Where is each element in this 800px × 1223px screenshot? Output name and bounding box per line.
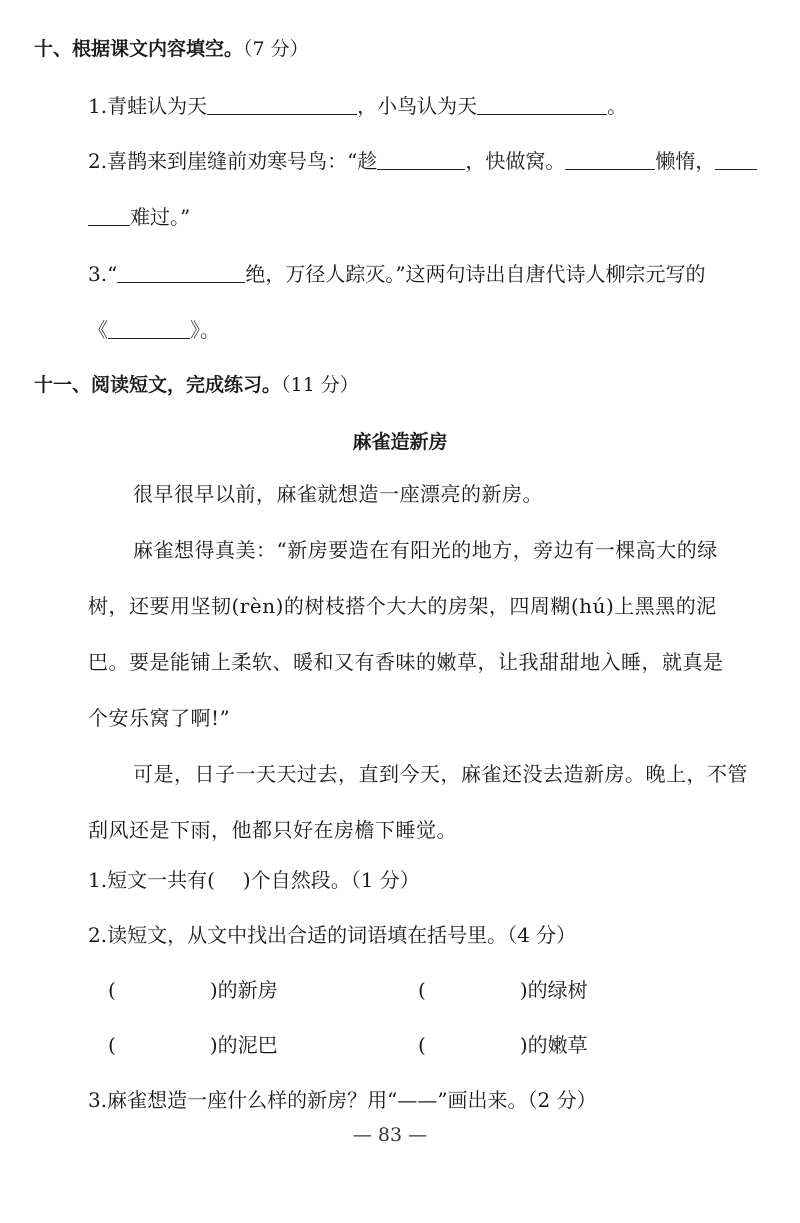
question-number: 1. xyxy=(88,868,108,892)
section-11-heading xyxy=(34,371,359,399)
section-11-question-2 xyxy=(88,921,576,949)
question-text: 短文一共有( xyxy=(107,868,215,892)
fill-item-text: 的绿树 xyxy=(527,978,588,1002)
section-10-heading xyxy=(34,35,309,63)
fill-item-3: ( )的泥巴 xyxy=(108,1033,278,1057)
fill-item-2: ( )的绿树 xyxy=(418,978,588,1002)
section-10-question-3-cont xyxy=(88,316,220,344)
question-text: 喜鹊来到崖缝前劝寒号鸟：“趁 xyxy=(107,149,378,173)
passage-paragraph-2-line-4: 个安乐窝了啊!” xyxy=(88,706,231,730)
section-10-score: （7 分） xyxy=(243,38,309,60)
question-text: “ xyxy=(107,262,118,286)
section-10-question-2 xyxy=(88,147,757,175)
question-text: 绝，万径人踪灭。”这两句诗出自唐代诗人柳宗元写的 xyxy=(245,262,706,286)
section-10-title: 十、根据课文内容填空。 xyxy=(34,38,244,60)
answer-blank[interactable] xyxy=(88,205,130,226)
section-11-question-3 xyxy=(88,1086,597,1114)
question-text: 《 xyxy=(88,318,108,342)
question-number: 1. xyxy=(88,94,108,118)
question-number: 3. xyxy=(88,262,108,286)
question-score: （2 分） xyxy=(527,1088,597,1112)
question-text: ，快做窝。 xyxy=(465,149,566,173)
question-text: 。 xyxy=(607,94,628,118)
passage-paragraph-1: 很早很早以前，麻雀就想造一座漂亮的新房。 xyxy=(133,482,543,506)
question-text: 麻雀想造一座什么样的新房？用“——”画出来。 xyxy=(107,1088,528,1112)
answer-blank[interactable] xyxy=(715,149,757,170)
section-10-question-2-cont xyxy=(88,203,190,231)
question-number: 2. xyxy=(88,923,108,947)
answer-blank[interactable] xyxy=(207,94,357,115)
passage-paragraph-2-line-3: 巴。要是能铺上柔软、暖和又有香味的嫩草，让我甜甜地入睡，就真是 xyxy=(88,650,724,674)
answer-blank[interactable] xyxy=(108,318,190,339)
fill-item-text: 的新房 xyxy=(217,978,278,1002)
question-text: 难过。” xyxy=(130,205,191,229)
section-11-score: （11 分） xyxy=(281,374,359,396)
fill-item-text: 的嫩草 xyxy=(527,1033,588,1057)
page-number: — 83 — xyxy=(352,1124,428,1146)
passage-paragraph-2-line-2: 树，还要用坚韧(rèn)的树枝搭个大大的房架，四周糊(hú)上黑黑的泥 xyxy=(88,594,717,618)
question-score: （4 分） xyxy=(507,923,577,947)
section-10-question-1 xyxy=(88,92,627,120)
section-11-title: 十一、阅读短文，完成练习。 xyxy=(34,374,282,396)
question-text: ，小鸟认为天 xyxy=(357,94,478,118)
question-text: 青蛙认为天 xyxy=(107,94,208,118)
passage-title: 麻雀造新房 xyxy=(352,431,448,453)
passage-paragraph-3-line-1: 可是，日子一天天过去，直到今天，麻雀还没去造新房。晚上，不管 xyxy=(133,762,748,786)
fill-item-1: ( )的新房 xyxy=(108,978,278,1002)
question-text: 懒惰， xyxy=(655,149,716,173)
question-number: 3. xyxy=(88,1088,108,1112)
answer-blank[interactable] xyxy=(477,94,607,115)
answer-blank[interactable] xyxy=(565,149,655,170)
fill-item-4: ( )的嫩草 xyxy=(418,1033,588,1057)
question-text: )个自然段。 xyxy=(242,868,351,892)
question-number: 2. xyxy=(88,149,108,173)
question-score: （1 分） xyxy=(350,868,420,892)
answer-blank[interactable] xyxy=(377,149,465,170)
fill-item-text: 的泥巴 xyxy=(217,1033,278,1057)
section-11-question-1 xyxy=(88,866,420,894)
passage-paragraph-2-line-1: 麻雀想得真美：“新房要造在有阳光的地方，旁边有一棵高大的绿 xyxy=(133,538,718,562)
question-text: 》。 xyxy=(190,318,220,342)
answer-blank[interactable] xyxy=(117,262,245,283)
passage-paragraph-3-line-2: 刮风还是下雨，他都只好在房檐下睡觉。 xyxy=(88,818,457,842)
question-text: 读短文，从文中找出合适的词语填在括号里。 xyxy=(107,923,508,947)
section-10-question-3 xyxy=(88,260,706,288)
